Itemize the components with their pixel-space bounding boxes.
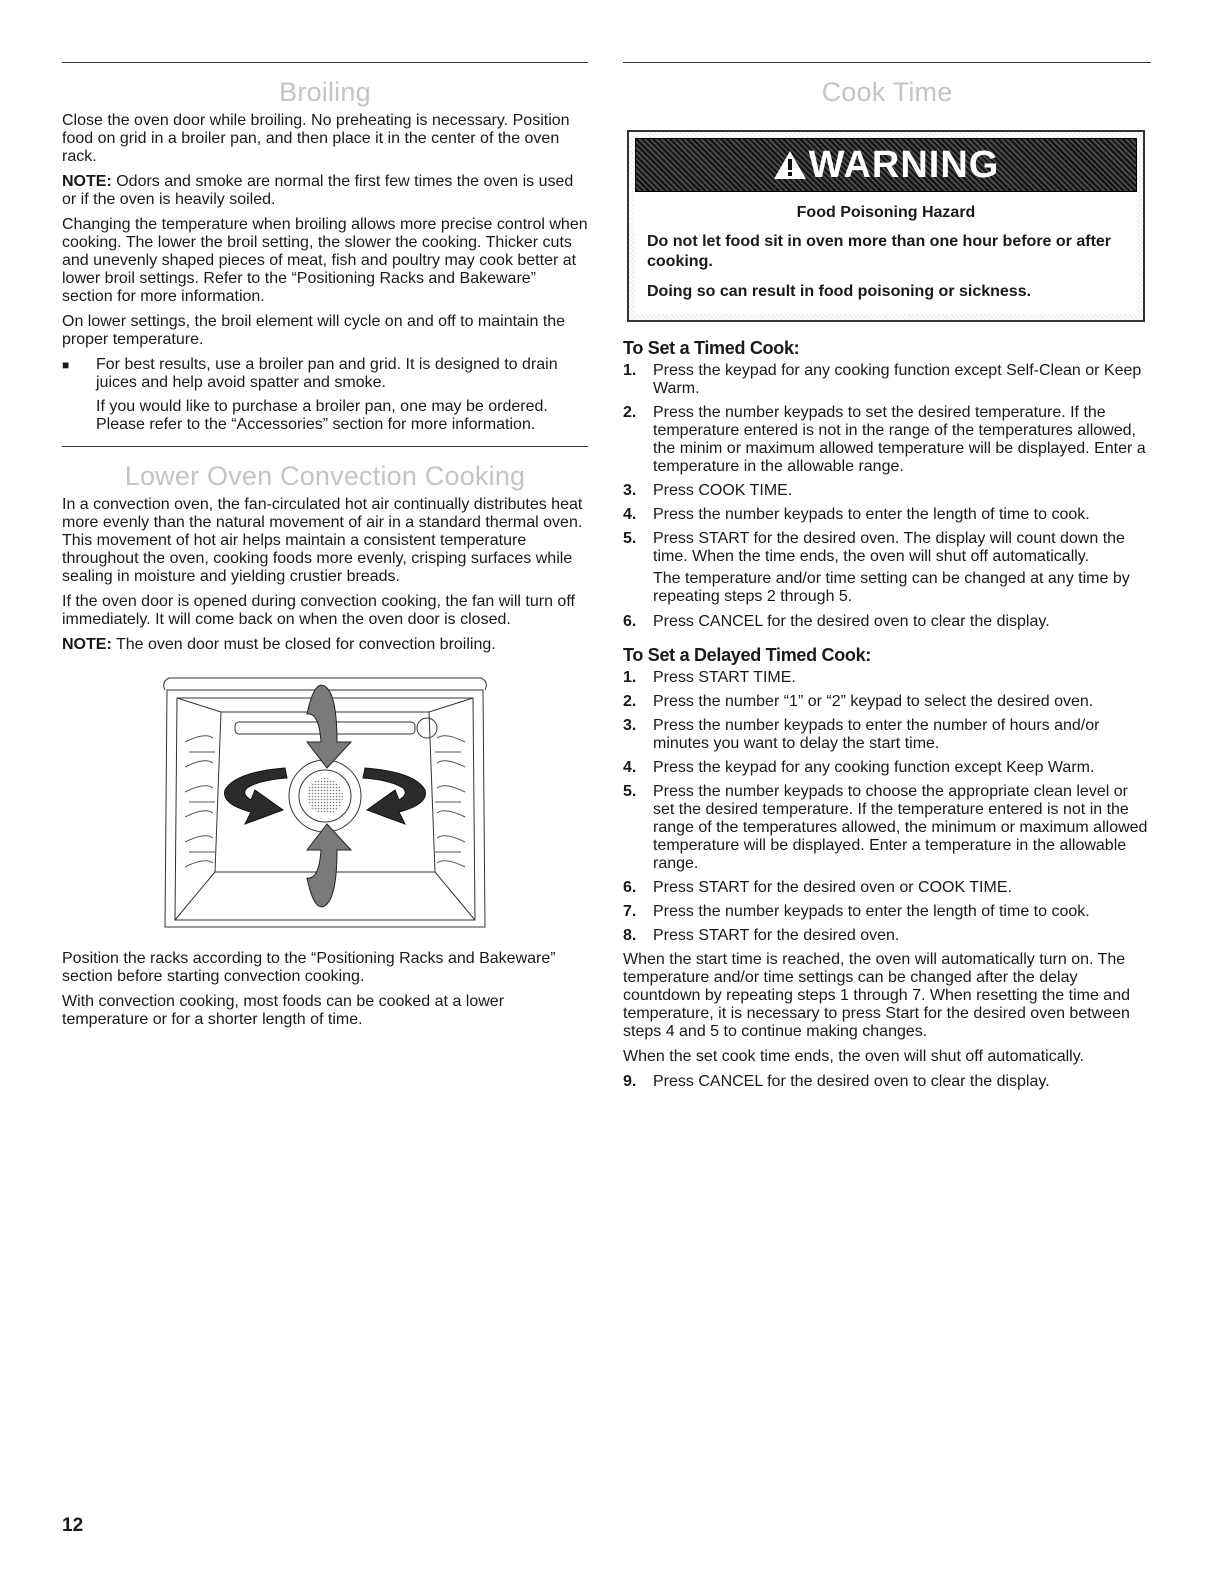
bullet-text: For best results, use a broiler pan and grid. It is designed to drain juices and help avoid spatter and smoke. [96,356,558,391]
list-item [623,404,1151,476]
step-number: 4. [623,759,637,776]
step-text: Press START TIME. [653,669,796,686]
step-text: Press CANCEL for the desired oven to clear the display. [653,1073,1050,1090]
bullet-square-icon: ■ [62,358,70,372]
step-number: 8. [623,927,637,944]
broiling-title: Broiling [279,77,371,107]
timed-cook-steps [623,362,1151,566]
delayed-cook-paragraph-1: When the start time is reached, the oven will automatically turn on. The temperature and/or time settings can be changed after the delay countdown by repeating steps 1 through 7. When resetting the time and temperature, it is necessary to press Start for the desired oven between steps 4 and 5 to continue making changes. [623,951,1130,1040]
step-number: 7. [623,903,637,920]
list-item [623,927,1151,945]
delayed-cook-steps [623,669,1151,945]
step-number: 5. [623,783,637,800]
warning-heading: WARNING [808,143,1000,186]
step-text: Press CANCEL for the desired oven to clear the display. [653,613,1050,630]
step-number: 2. [623,693,637,710]
warning-line-1: Do not let food sit in oven more than one hour before or after cooking. [647,233,1112,270]
step-number: 6. [623,879,637,896]
step-number: 1. [623,669,637,686]
broiling-paragraph-1: Close the oven door while broiling. No preheating is necessary. Position food on grid in a broiler pan, and then place it in the center of the oven rack. [62,112,570,165]
page-number: 12 [62,1515,84,1536]
step-text: Press START for the desired oven. The display will count down the time. When the time ends, the oven will shut off automatically. [653,530,1125,565]
list-item [623,783,1151,873]
left-column [62,62,588,1036]
list-item [623,879,1151,897]
warning-box [627,130,1145,322]
warning-hazard: Food Poisoning Hazard [796,204,976,221]
list-item [623,362,1151,398]
step-number: 3. [623,482,637,499]
step-text: Press the number keypads to enter the number of hours and/or minutes you want to delay the start time. [653,717,1100,752]
timed-cook-steps-continued [623,613,1151,631]
list-item [623,613,1151,631]
list-item [623,1073,1151,1091]
step-number: 1. [623,362,637,379]
step-number: 4. [623,506,637,523]
convection-oven-illustration [155,672,495,940]
list-item [623,669,1151,687]
convection-title: Lower Oven Convection Cooking [124,461,526,491]
convection-paragraph-4: With convection cooking, most foods can be cooked at a lower temperature or for a shorter length of time. [62,993,505,1028]
right-column [623,62,1151,1097]
warning-body [635,192,1137,314]
warning-line-2: Doing so can result in food poisoning or sickness. [647,283,1032,300]
section-divider [623,62,1151,63]
convection-paragraph-3: Position the racks according to the “Positioning Racks and Bakeware” section before starting convection cooking. [62,950,556,985]
list-item [623,717,1151,753]
step-number: 5. [623,530,637,547]
list-item [623,759,1151,777]
step-text: Press the number keypads to enter the length of time to cook. [653,903,1090,920]
step-text: Press START for the desired oven. [653,927,900,944]
convection-paragraph-2: If the oven door is opened during convection cooking, the fan will turn off immediately. It will come back on when the oven door is closed. [62,593,575,628]
step-text: Press the number “1” or “2” keypad to select the desired oven. [653,693,1094,710]
step-text: Press the keypad for any cooking function except Self-Clean or Keep Warm. [653,362,1142,397]
warning-header [635,138,1137,192]
warning-triangle-icon [773,149,807,181]
broiling-bullet-extra: If you would like to purchase a broiler pan, one may be ordered. Please refer to the “Accessories” section for more information. [96,398,548,433]
convection-paragraph-1: In a convection oven, the fan-circulated hot air continually distributes heat more evenly than the natural movement of air in a standard thermal oven. This movement of hot air helps maintain a consistent temperature throughout the oven, cooking foods more evenly, crisping surfaces while sealing in moisture and yielding crustier breads. [62,496,583,585]
step-text: Press the number keypads to set the desired temperature. If the temperature entered is not in the range of the temperatures allowed, the minim or maximum allowed temperature will be displayed. Enter a temperature in the allowable range. [653,404,1146,475]
list-item [623,506,1151,524]
step-number: 6. [623,613,637,630]
list-item [623,482,1151,500]
step-text: Press the number keypads to enter the length of time to cook. [653,506,1090,523]
delayed-cook-heading: To Set a Delayed Timed Cook: [623,645,871,665]
step-text: Press START for the desired oven or COOK TIME. [653,879,1012,896]
delayed-cook-final-step [623,1073,1151,1091]
list-item [623,693,1151,711]
delayed-cook-paragraph-2: When the set cook time ends, the oven will shut off automatically. [623,1048,1084,1065]
section-divider [62,62,588,63]
list-item [623,530,1151,566]
broiling-paragraph-2: Changing the temperature when broiling allows more precise control when cooking. The lower the broil setting, the slower the cooking. Thicker cuts and unevenly shaped pieces of meat, fish and poultry may cook better at lower broil settings. Refer to the “Positioning Racks and Bakeware” section for more information. [62,216,588,305]
cook-time-title: Cook Time [821,77,953,107]
step-number: 2. [623,404,637,421]
note-text: The oven door must be closed for convection broiling. [111,636,496,653]
section-divider [62,446,588,447]
timed-step-5-note: The temperature and/or time setting can be changed at any time by repeating steps 2 through 5. [653,570,1130,605]
note-text: Odors and smoke are normal the first few times the oven is used or if the oven is heavily soiled. [62,173,574,208]
timed-cook-heading: To Set a Timed Cook: [623,338,800,358]
broiling-paragraph-3: On lower settings, the broil element will cycle on and off to maintain the proper temperature. [62,313,566,348]
convection-note [62,636,588,654]
broiling-note [62,173,588,209]
step-text: Press the keypad for any cooking function except Keep Warm. [653,759,1095,776]
note-label: NOTE: [62,636,112,653]
step-number: 3. [623,717,637,734]
step-text: Press the number keypads to choose the appropriate clean level or set the desired temperature. If the temperature entered is not in the range of the temperatures allowed, the minimum or maximum allowed temperature will be displayed. Enter a temperature in the allowable range. [653,783,1148,872]
list-item [623,903,1151,921]
step-text: Press COOK TIME. [653,482,793,499]
step-number: 9. [623,1073,637,1090]
broiling-bullet [62,356,588,392]
note-label: NOTE: [62,173,112,190]
